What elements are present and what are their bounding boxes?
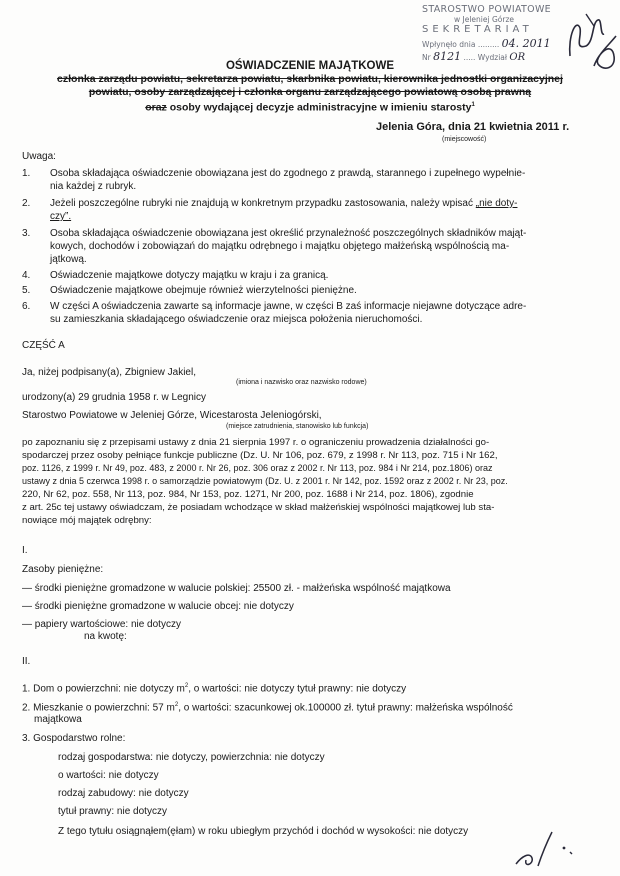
- farm-value-line: [58, 769, 159, 782]
- subtitle-line-3-text: osoby wydającej decyzje administracyjne w imieniu starosty: [166, 101, 472, 114]
- uwaga-item-text: kowych, dochodów i zobowiązań do majątku odrębnego i majątku objętego małżeńską wspólnością ma-: [50, 241, 510, 252]
- uwaga-item-text: Oświadczenie majątkowe obejmuje również wierzytelności pieniężne.: [50, 285, 357, 296]
- place-date-caption: (miejscowość): [442, 136, 487, 143]
- uwaga-item-text-part: Jeżeli poszczególne rubryki nie znajdują w konkretnym przypadku zastosowania, należy wpisać: [50, 198, 476, 209]
- uwaga-item-text: [50, 197, 517, 210]
- uwaga-item-quote: „nie doty-: [475, 198, 518, 209]
- declarant-line: [22, 366, 196, 379]
- kwota-label: na kwotę:: [84, 631, 127, 642]
- employer-caption: (miejsce zatrudnienia, stanowisko lub funkcja): [226, 423, 369, 430]
- farm-buildings-value: nie dotyczy: [138, 788, 189, 799]
- zasoby-label: Zasoby pieniężne:: [22, 564, 104, 575]
- legal-text-line: nowiące mój majątek odrębny:: [22, 515, 152, 526]
- farm-title-line: [58, 805, 167, 818]
- birth-line: [22, 391, 206, 404]
- document-title: OŚWIADCZENIE MAJĄTKOWE: [225, 60, 395, 72]
- farm-type-line: [58, 751, 325, 764]
- house-line: 1. Dom o powierzchni: nie dotyczy $m^2$, o wartości: nie dotyczy tytuł prawny: nie dotyczy: [22, 683, 407, 695]
- house-label: 1. Dom o powierzchni:: [22, 683, 124, 695]
- foreign-funds-line: [22, 600, 294, 613]
- stamp-wydzial-label: Wydział: [477, 53, 508, 62]
- farm-income-label: Z tego tytułu osiągnąłem(ęłam) w roku ubiegłym przychód i dochód w wysokości:: [58, 826, 419, 837]
- bottom-initials-icon: [508, 826, 588, 872]
- farm-type-value: nie dotyczy,: [155, 752, 211, 763]
- farm-title-label: tytuł prawny:: [58, 806, 117, 817]
- subtitle-line-1-text: członka zarządu powiatu, sekretarza powiatu, skarbnika powiatu, kierownika jednostki organizacyjnej: [57, 73, 563, 85]
- foreign-funds-value: nie dotyczy: [243, 601, 294, 612]
- legal-text-line: 220, Nr 62, poz. 558, Nr 113, poz. 984, Nr 153, poz. 1271, Nr 200, poz. 1688 i Nr 214, poz. 1806), zgodnie: [22, 489, 474, 500]
- house-title-value: nie dotyczy: [356, 683, 407, 695]
- stamp-nr-dots: .....: [463, 53, 476, 62]
- farm-buildings-line: [58, 787, 189, 800]
- section-ii-heading: II.: [22, 656, 31, 667]
- stamp-line-office: STAROSTWO POWIATOWE: [422, 4, 551, 15]
- place-date: Jelenia Góra, dnia 21 kwietnia 2011 r.: [376, 121, 570, 133]
- farm-income-line: [58, 825, 468, 838]
- house-unit-sup: 2: [184, 683, 189, 689]
- farm-title-value: nie dotyczy: [116, 806, 167, 817]
- farm-type-label: rodzaj gospodarstwa:: [58, 752, 156, 763]
- flat-label: 2. Mieszkanie o powierzchni:: [22, 702, 153, 714]
- registry-stamp: [412, 2, 562, 64]
- stamp-date-handwritten: 04. 2011: [501, 37, 551, 50]
- stamp-line-date: [422, 37, 551, 50]
- uwaga-item-text: Osoba składająca oświadczenie obowiązana jest określić przynależność poszczególnych składników mająt-: [50, 228, 527, 239]
- subtitle-line-1: [0, 73, 620, 86]
- house-value: nie dotyczy: [244, 683, 295, 695]
- stamp-line-secretariat: SEKRETARIAT: [422, 24, 533, 35]
- declarant-caption: (imiona i nazwisko oraz nazwisko rodowe): [236, 379, 367, 386]
- legal-text-line: spodarczej przez osoby pełniące funkcje publiczne (Dz. U. Nr 106, poz. 679, z 1998 r. Nr 113, poz. 715 i Nr 162,: [22, 450, 498, 461]
- uwaga-item-text: su zamieszkania składającego oświadczenie oraz miejsca położenia nieruchomości.: [50, 314, 423, 325]
- farm-area-label: powierzchnia:: [210, 752, 275, 763]
- footnote-marker: 1: [471, 102, 475, 108]
- uwaga-item-number: 3.: [22, 228, 31, 239]
- birth-prefix: urodzony(a): [22, 392, 79, 403]
- legal-text-line: po zapoznaniu się z przepisami ustawy z dnia 21 sierpnia 1997 r. o ograniczeniu prowadzenia działalności go-: [22, 437, 490, 448]
- uwaga-heading: Uwaga:: [22, 151, 56, 162]
- uwaga-item-text: Oświadczenie majątkowe dotyczy majątku w kraju i za granicą.: [50, 270, 329, 281]
- declarant-prefix: Ja, niżej podpisany(a),: [22, 367, 125, 378]
- pln-funds-line: [22, 582, 451, 595]
- subtitle-line-3: [0, 99, 620, 115]
- house-area-value: nie dotyczy: [123, 683, 174, 695]
- foreign-funds-label: — środki pieniężne gromadzone w walucie obcej:: [22, 601, 244, 612]
- section-i-heading: I.: [22, 545, 28, 556]
- stamp-nr-label: Nr: [422, 53, 431, 62]
- flat-area-value: 57 m: [152, 702, 175, 714]
- pln-funds-value: 25500 zł. - małżeńska wspólność majątkowa: [253, 583, 451, 594]
- legal-text-line: z art. 25c tej ustawy oświadczam, że posiadam wchodzące w skład małżeńskiej wspólności majątkowej lub sta-: [22, 502, 495, 513]
- pln-funds-label: — środki pieniężne gromadzone w walucie polskiej:: [22, 583, 254, 594]
- stamp-line-city: w Jeleniej Górze: [454, 15, 514, 24]
- uwaga-item-text: W części A oświadczenia zawarte są informacje jawne, w części B zaś informacje niejawne dotyczące adre-: [50, 301, 527, 312]
- employer-line: Starostwo Powiatowe w Jeleniej Górze, Wicestarosta Jeleniogórski,: [22, 410, 322, 421]
- birth-value: 29 grudnia 1958 r. w Legnicy: [78, 392, 207, 403]
- uwaga-item-number: 5.: [22, 285, 31, 296]
- farm-value-value: nie dotyczy: [108, 770, 159, 781]
- uwaga-item-number: 2.: [22, 198, 31, 209]
- uwaga-item-number: 6.: [22, 301, 31, 312]
- flat-value: szacunkowej ok.100000 zł.: [234, 702, 354, 714]
- uwaga-item-text: czy”.: [50, 211, 72, 222]
- flat-title-label: tytuł prawny:: [353, 702, 416, 714]
- declarant-name: Zbigniew Jakiel,: [124, 367, 196, 378]
- subtitle-line-2-text: powiatu, osoby zarządzającej i członka organu zarządzającego powiatową osobą prawną: [88, 86, 532, 98]
- farm-heading: 3. Gospodarstwo rolne:: [22, 733, 126, 744]
- stamp-nr-handwritten: 8121: [433, 50, 462, 63]
- subtitle-line-2: [0, 86, 620, 99]
- uwaga-item-text: Osoba składająca oświadczenie obowiązana jest do zgodnego z prawdą, starannego i zupełnego wypełnie-: [50, 168, 526, 179]
- legal-text-line: ustawy z dnia 5 czerwca 1998 r. o samorządzie powiatowym (Dz. U. z 2001 r. Nr 142, poz. 1592 oraz z 2002 r. Nr 23, poz.: [22, 476, 508, 486]
- farm-area-value: nie dotyczy: [274, 752, 325, 763]
- farm-value-label: o wartości:: [58, 770, 109, 781]
- house-title-label: tytuł prawny:: [294, 683, 357, 695]
- flat-unit-sup: 2: [174, 702, 179, 708]
- stamp-wydzial-handwritten: OR: [509, 52, 526, 63]
- flat-title-value: małżeńska wspólność: [415, 702, 513, 714]
- house-value-label: , o wartości:: [188, 683, 245, 695]
- flat-value-label: , o wartości:: [178, 702, 235, 714]
- uwaga-item-text: nia każdej z rubryk.: [50, 181, 137, 192]
- subtitle-struck-word: oraz: [145, 101, 167, 114]
- uwaga-item-text: jątkową.: [50, 254, 87, 265]
- securities-label: — papiery wartościowe:: [22, 619, 131, 630]
- flat-title-continuation: majątkowa: [34, 714, 82, 725]
- flat-line: [22, 699, 513, 714]
- part-a-heading: CZĘŚĆ A: [22, 340, 65, 351]
- securities-value: nie dotyczy: [130, 619, 181, 630]
- stamp-date-dots: .........: [477, 40, 500, 49]
- uwaga-item-number: 4.: [22, 270, 31, 281]
- legal-text-line: poz. 1126, z 1999 r. Nr 49, poz. 483, z 2000 r. Nr 26, poz. 306 oraz z 2002 r. Nr 113, poz. 984 i Nr 214, poz.1806) oraz: [22, 463, 493, 473]
- farm-buildings-label: rodzaj zabudowy:: [58, 788, 139, 799]
- uwaga-item-number: 1.: [22, 168, 31, 179]
- farm-income-value: nie dotyczy: [418, 826, 469, 837]
- stamp-date-label: Wpłynęło dnia: [422, 40, 476, 49]
